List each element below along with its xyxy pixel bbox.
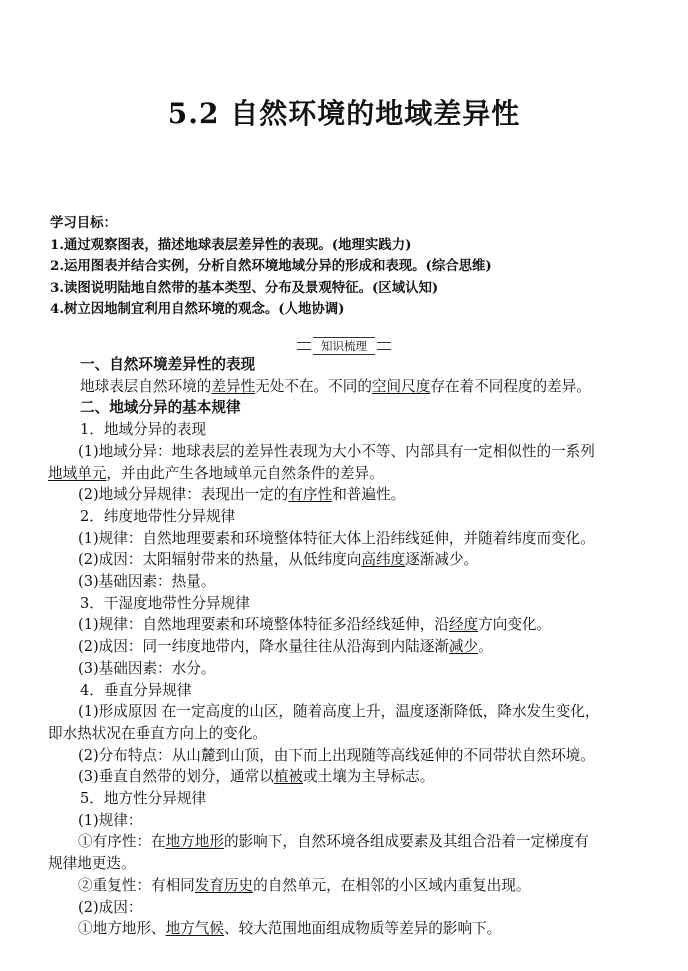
subsection-heading: 5．地方性分异规律: [80, 790, 207, 808]
section-heading: 一、自然环境差异性的表现: [80, 356, 256, 373]
paragraph: ①有序性：在地方地形的影响下，自然环境各组成要素及其组合沿着一定梯度有: [78, 833, 589, 851]
goal-item: 3.读图说明陆地自然带的基本类型、分布及景观特征。(区域认知): [50, 279, 439, 296]
answer-blank: 地域单元: [48, 464, 107, 482]
answer-blank: 经度: [448, 616, 479, 634]
answer-blank: 空间尺度: [371, 377, 431, 395]
goal-item: 1.通过观察图表，描述地球表层差异性的表现。(地理实践力): [50, 236, 412, 253]
paragraph: (2)成因：同一纬度地带内，降水量往往从沿海到内陆逐渐减少。: [78, 638, 493, 656]
subsection-heading: 3．干湿度地带性分异规律: [80, 594, 250, 612]
paragraph: ①地方地形、地方气候、较大范围地面组成物质等差异的影响下。: [78, 920, 502, 938]
subsection-heading: 4．垂直分异规律: [80, 681, 192, 699]
paragraph: (2)成因：太阳辐射带来的热量，从低纬度向高纬度逐渐减少。: [78, 551, 479, 569]
paragraph: (3)垂直自然带的划分，通常以植被或土壤为主导标志。: [78, 768, 435, 786]
subsection-heading: 1．地域分异的表现: [80, 421, 207, 439]
paragraph: (1)形成原因 在一定高度的山区，随着高度上升，温度逐渐降低，降水发生变化，: [78, 703, 600, 721]
paragraph: (2)分布特点：从山麓到山顶，由下而上出现随等高线延伸的不同带状自然环境。: [78, 746, 595, 764]
paragraph: 地域单元，并由此产生各地域单元自然条件的差异。: [48, 464, 384, 482]
paragraph: (3)基础因素：水分。: [78, 659, 216, 677]
answer-blank: 有序性: [288, 486, 333, 504]
section-heading: 二、地域分异的基本规律: [80, 399, 241, 417]
section-badge: 知识梳理: [313, 337, 375, 355]
paragraph: 规律地更迭。: [48, 855, 136, 873]
answer-blank: 高纬度: [361, 551, 406, 569]
goal-item: 4.树立因地制宜利用自然环境的观念。(人地协调): [50, 301, 345, 317]
paragraph: (1)规律：自然地理要素和环境整体特征大体上沿纬线延伸，并随着纬度而变化。: [78, 529, 595, 547]
learning-goals: [50, 213, 650, 321]
paragraph: ②重复性：有相同发育历史的自然单元，在相邻的小区域内重复出现。: [78, 876, 531, 894]
section-badge-row: [0, 335, 688, 355]
answer-blank: 减少: [448, 638, 479, 656]
page-title: 5.2 自然环境的地域差异性: [167, 97, 521, 130]
paragraph: (2)地域分异规律：表现出一定的有序性和普遍性。: [78, 486, 406, 504]
paragraph: (1)地域分异：地球表层的差异性表现为大小不等、内部具有一定相似性的一系列: [78, 442, 595, 460]
answer-blank: 地方气候: [165, 920, 224, 938]
paragraph: 即水热状况在垂直方向上的变化。: [48, 724, 267, 742]
goal-item: 2.运用图表并结合实例，分析自然环境地域分异的形成和表现。(综合思维): [50, 258, 492, 274]
paragraph: (3)基础因素：热量。: [78, 573, 216, 591]
goals-heading: 学习目标：: [50, 215, 117, 231]
answer-blank: 地方地形: [165, 833, 224, 851]
answer-blank: 发育历史: [194, 876, 254, 894]
subsection-heading: 2．纬度地带性分异规律: [80, 507, 236, 525]
paragraph: (2)成因：: [78, 898, 143, 916]
paragraph: (1)规律：自然地理要素和环境整体特征多沿经线延伸，沿经度方向变化。: [78, 616, 552, 634]
answer-blank: 差异性: [211, 377, 256, 395]
paragraph: 地球表层自然环境的差异性无处不在。不同的空间尺度存在着不同程度的差异。: [80, 377, 591, 395]
knowledge-content: [48, 354, 642, 940]
paragraph: (1)规律：: [78, 811, 143, 829]
answer-blank: 植被: [273, 768, 304, 786]
